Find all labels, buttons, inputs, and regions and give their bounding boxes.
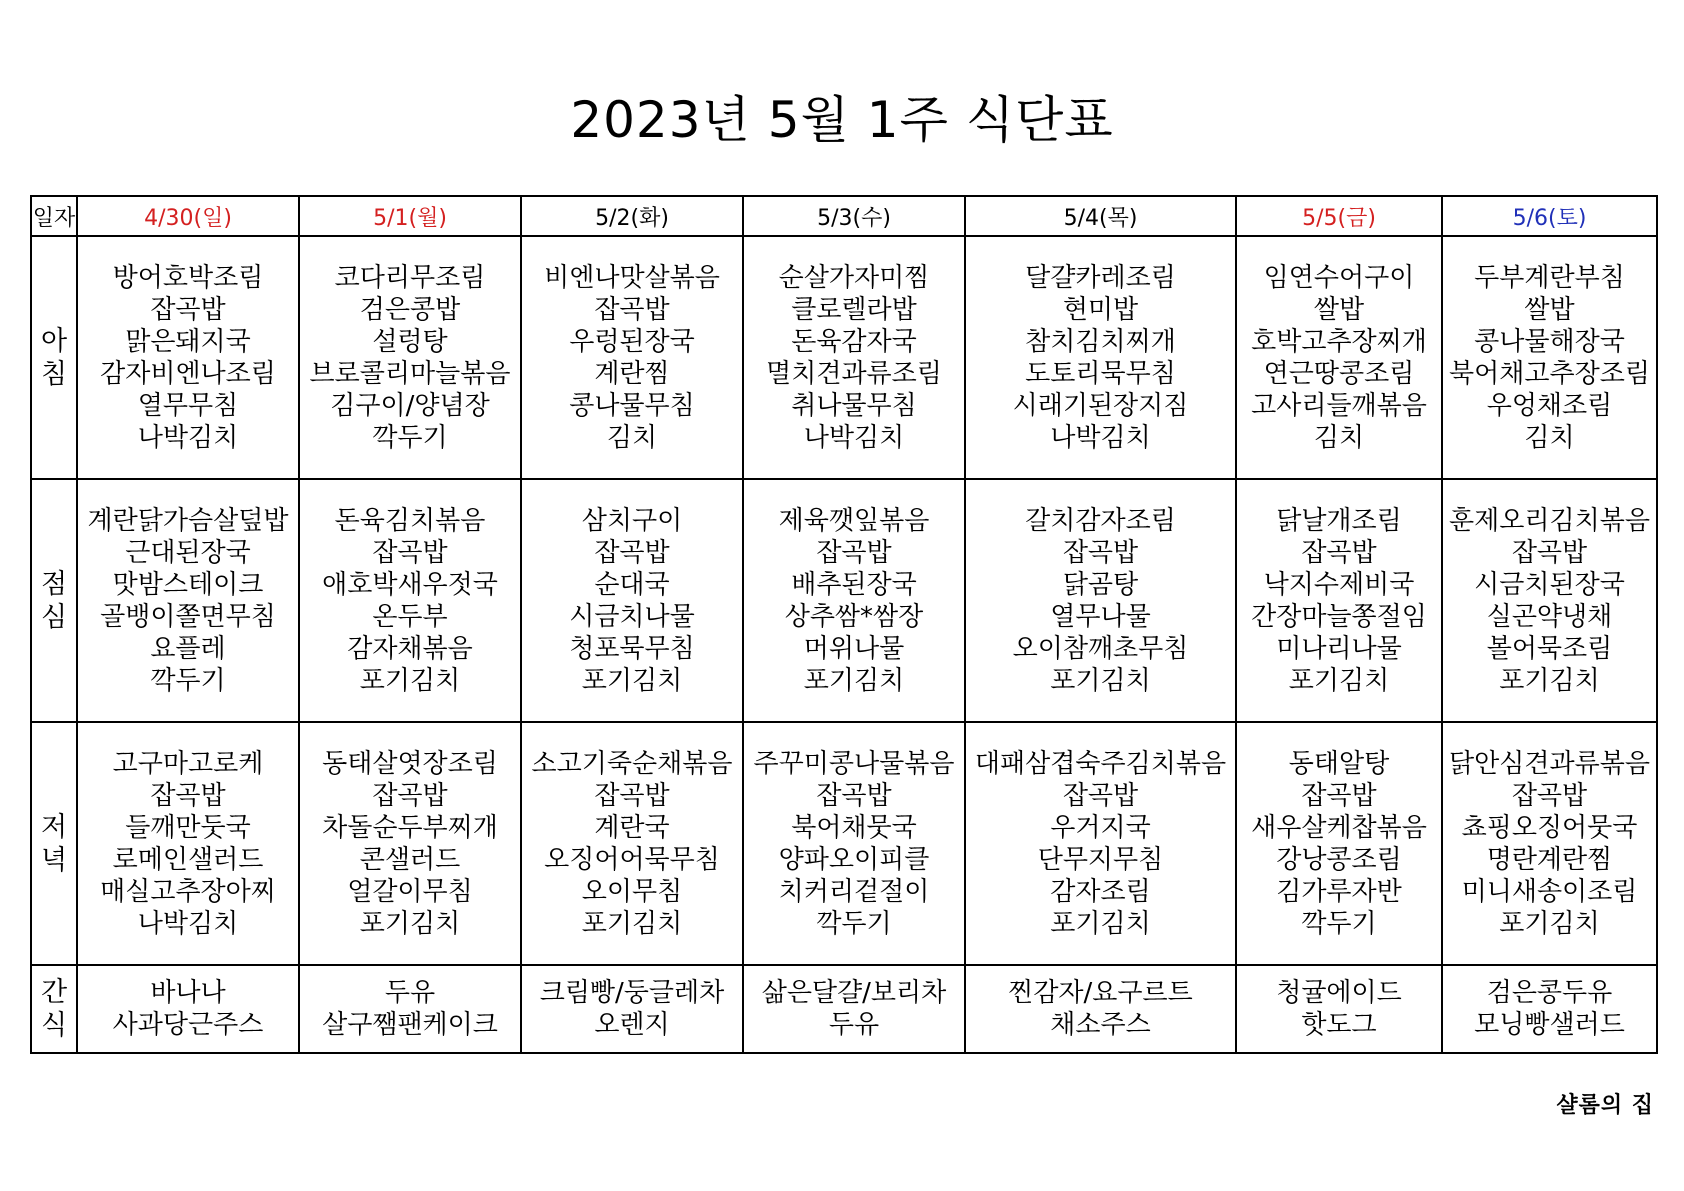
menu-item: 청귤에이드 [1276, 978, 1402, 1008]
menu-item: 북어채뭇국 [791, 812, 917, 843]
menu-item: 쵸핑오징어뭇국 [1461, 812, 1638, 843]
meal-label [31, 479, 77, 722]
menu-item: 달걀카레조림 [1025, 262, 1176, 293]
meal-label [31, 722, 77, 965]
menu-item: 시금치된장국 [1474, 569, 1625, 600]
menu-item: 차돌순두부찌개 [322, 812, 498, 843]
menu-item: 오징어어묵무침 [544, 844, 720, 875]
menu-item: 잡곡밥 [372, 780, 448, 811]
menu-item: 깍두기 [1301, 908, 1377, 939]
menu-item: 사과당근주스 [112, 1010, 264, 1040]
menu-item: 시래기된장지짐 [1012, 390, 1189, 421]
menu-item: 바나나 [150, 978, 226, 1008]
menu-item: 온두부 [372, 601, 448, 632]
menu-cell [965, 965, 1236, 1053]
menu-item: 포기김치 [581, 665, 683, 696]
meal-label-char: 간 [40, 977, 68, 1008]
menu-item: 감자채볶음 [347, 633, 473, 664]
lunch-row [31, 479, 1657, 722]
menu-item: 취나물무침 [791, 390, 917, 421]
menu-cell [743, 236, 965, 479]
menu-item: 비엔나맛살볶음 [544, 262, 720, 293]
menu-item: 제육깻잎볶음 [778, 505, 930, 536]
menu-item: 잡곡밥 [816, 537, 892, 568]
menu-item: 잡곡밥 [816, 780, 892, 811]
menu-item: 김치 [606, 422, 658, 453]
menu-cell [521, 965, 743, 1053]
menu-item: 방어호박조림 [112, 262, 264, 293]
menu-item: 깍두기 [150, 665, 226, 696]
menu-item: 순살가자미찜 [778, 262, 930, 293]
day-header: 5/3(수) [743, 196, 965, 236]
menu-cell [743, 479, 965, 722]
menu-item: 잡곡밥 [150, 294, 226, 325]
menu-cell [965, 479, 1236, 722]
menu-item: 모닝빵샐러드 [1474, 1010, 1625, 1040]
menu-item: 나박김치 [803, 422, 905, 453]
menu-item: 간장마늘쫑절임 [1251, 601, 1427, 632]
meal-label-char: 식 [40, 1010, 68, 1041]
page-title: 2023년 5월 1주 식단표 [570, 91, 1114, 149]
dinner-row [31, 722, 1657, 965]
menu-item: 포기김치 [1499, 665, 1600, 696]
snack-row [31, 965, 1657, 1053]
menu-cell [965, 236, 1236, 479]
meal-label-char: 침 [40, 358, 68, 390]
menu-item: 포기김치 [1050, 908, 1151, 939]
date-header-row [31, 196, 1657, 236]
menu-item: 북어채고추장조림 [1449, 358, 1650, 389]
day-header: 4/30(일) [77, 196, 299, 236]
menu-item: 포기김치 [359, 665, 461, 696]
menu-item: 돈육김치볶음 [334, 505, 486, 536]
menu-item: 쌀밥 [1313, 294, 1365, 325]
date-corner-label: 일자 [31, 196, 77, 236]
menu-item: 삶은달걀/보리차 [761, 978, 947, 1008]
menu-item: 맛밤스테이크 [112, 569, 264, 600]
menu-item: 포기김치 [581, 908, 683, 939]
menu-item: 두유 [384, 978, 436, 1008]
meal-label-char: 심 [40, 601, 68, 633]
menu-item: 잡곡밥 [1301, 780, 1377, 811]
menu-cell [299, 965, 521, 1053]
menu-cell [521, 236, 743, 479]
menu-item: 코다리무조림 [334, 262, 486, 293]
menu-item: 연근땅콩조림 [1263, 358, 1415, 389]
menu-cell [1236, 722, 1442, 965]
menu-item: 나박김치 [137, 422, 239, 453]
menu-item: 단무지무침 [1037, 844, 1164, 875]
menu-cell [1442, 722, 1657, 965]
menu-item: 김치 [1313, 422, 1365, 453]
menu-item: 실곤약냉채 [1486, 601, 1613, 632]
menu-cell [299, 722, 521, 965]
menu-item: 포기김치 [1288, 665, 1390, 696]
menu-item: 로메인샐러드 [112, 844, 264, 875]
menu-item: 깍두기 [816, 908, 892, 939]
menu-item: 주꾸미콩나물볶음 [753, 748, 955, 779]
menu-item: 새우살케찹볶음 [1251, 812, 1427, 843]
menu-item: 닭날개조림 [1276, 505, 1402, 536]
menu-item: 들깨만둣국 [125, 812, 251, 843]
menu-cell [1236, 479, 1442, 722]
menu-item: 삼치구이 [581, 505, 683, 536]
menu-item: 닭안심견과류볶음 [1449, 748, 1650, 779]
menu-item: 배추된장국 [791, 569, 917, 600]
menu-cell [77, 722, 299, 965]
menu-item: 훈제오리김치볶음 [1449, 505, 1650, 536]
menu-item: 맑은돼지국 [125, 326, 251, 357]
menu-item: 고사리들깨볶음 [1251, 390, 1427, 421]
menu-item: 두유 [828, 1010, 880, 1040]
menu-item: 호박고추장찌개 [1251, 326, 1427, 357]
menu-item: 잡곡밥 [1062, 537, 1139, 568]
menu-item: 찐감자/요구르트 [1008, 978, 1193, 1008]
menu-item: 낙지수제비국 [1263, 569, 1415, 600]
menu-item: 치커리겉절이 [778, 876, 930, 907]
menu-item: 크림빵/둥글레차 [539, 978, 725, 1008]
menu-item: 핫도그 [1301, 1010, 1377, 1040]
menu-item: 감자비엔나조림 [100, 358, 276, 389]
menu-item: 콘샐러드 [359, 844, 461, 875]
menu-item: 미나리나물 [1276, 633, 1402, 664]
menu-item: 잡곡밥 [1511, 537, 1588, 568]
menu-item: 콩나물무침 [569, 390, 695, 421]
menu-item: 오렌지 [594, 1010, 670, 1040]
menu-cell [1236, 965, 1442, 1053]
day-header: 5/1(월) [299, 196, 521, 236]
breakfast-row [31, 236, 1657, 479]
menu-item: 포기김치 [1050, 665, 1151, 696]
menu-item: 잡곡밥 [150, 780, 226, 811]
menu-item: 닭곰탕 [1062, 569, 1139, 600]
menu-item: 강낭콩조림 [1276, 844, 1402, 875]
menu-cell [965, 722, 1236, 965]
menu-cell [1442, 479, 1657, 722]
menu-cell [743, 965, 965, 1053]
menu-cell [521, 479, 743, 722]
menu-item: 대패삼겹숙주김치볶음 [974, 748, 1227, 779]
meal-label-char: 저 [40, 811, 68, 843]
menu-item: 잡곡밥 [1062, 780, 1139, 811]
menu-cell [1442, 236, 1657, 479]
menu-item: 열무나물 [1050, 601, 1151, 632]
menu-item: 잡곡밥 [594, 294, 670, 325]
organization-name: 샬롬의 집 [1556, 1093, 1654, 1118]
menu-item: 참치김치찌개 [1025, 326, 1176, 357]
menu-item: 애호박새우젓국 [322, 569, 498, 600]
menu-item: 클로렐라밥 [791, 294, 917, 325]
meal-label [31, 236, 77, 479]
menu-item: 검은콩두유 [1486, 978, 1613, 1008]
menu-item: 김구이/양념장 [330, 390, 490, 421]
menu-item: 소고기죽순채볶음 [531, 748, 733, 779]
menu-item: 미니새송이조림 [1461, 876, 1638, 907]
menu-item: 김가루자반 [1276, 876, 1402, 907]
menu-cell [1236, 236, 1442, 479]
menu-item: 포기김치 [803, 665, 905, 696]
menu-item: 나박김치 [1050, 422, 1151, 453]
menu-item: 오이참깨초무침 [1012, 633, 1189, 664]
menu-item: 잡곡밥 [594, 780, 670, 811]
day-header: 5/4(목) [965, 196, 1236, 236]
menu-item: 얼갈이무침 [347, 876, 473, 907]
menu-table [30, 195, 1658, 1054]
menu-item: 상추쌈*쌈장 [784, 601, 924, 632]
menu-item: 시금치나물 [569, 601, 695, 632]
menu-item: 잡곡밥 [372, 537, 448, 568]
menu-item: 현미밥 [1062, 294, 1139, 325]
menu-item: 포기김치 [1499, 908, 1600, 939]
menu-item: 포기김치 [359, 908, 461, 939]
menu-item: 계란국 [594, 812, 670, 843]
menu-item: 나박김치 [137, 908, 239, 939]
menu-item: 매실고추장아찌 [100, 876, 276, 907]
day-header: 5/6(토) [1442, 196, 1657, 236]
menu-item: 잡곡밥 [1301, 537, 1377, 568]
menu-item: 쌀밥 [1524, 294, 1575, 325]
menu-cell [77, 236, 299, 479]
menu-item: 돈육감자국 [791, 326, 917, 357]
meal-label [31, 965, 77, 1053]
menu-item: 명란계란찜 [1486, 844, 1613, 875]
menu-cell [299, 236, 521, 479]
menu-item: 채소주스 [1050, 1010, 1151, 1040]
menu-item: 우엉채조림 [1486, 390, 1613, 421]
meal-label-char: 점 [40, 568, 68, 600]
menu-item: 김치 [1524, 422, 1575, 453]
meal-label-char: 녁 [40, 844, 68, 876]
menu-item: 오이무침 [581, 876, 683, 907]
menu-item: 임연수어구이 [1263, 262, 1415, 293]
menu-item: 동태살엿장조림 [322, 748, 498, 779]
menu-item: 멸치견과류조림 [766, 358, 942, 389]
menu-item: 볼어묵조림 [1486, 633, 1613, 664]
menu-item: 계란닭가슴살덮밥 [87, 505, 289, 536]
menu-cell [77, 479, 299, 722]
menu-item: 두부계란부침 [1474, 262, 1625, 293]
meal-label-char: 아 [40, 325, 68, 357]
menu-cell [77, 965, 299, 1053]
day-header: 5/2(화) [521, 196, 743, 236]
menu-item: 갈치감자조림 [1025, 505, 1176, 536]
menu-item: 살구쨈팬케이크 [322, 1010, 498, 1040]
menu-item: 양파오이피클 [778, 844, 930, 875]
menu-item: 콩나물해장국 [1474, 326, 1625, 357]
menu-item: 고구마고로케 [112, 748, 264, 779]
menu-item: 근대된장국 [125, 537, 251, 568]
menu-item: 머위나물 [803, 633, 905, 664]
menu-item: 잡곡밥 [1511, 780, 1588, 811]
menu-item: 청포묵무침 [569, 633, 695, 664]
menu-item: 검은콩밥 [359, 294, 461, 325]
menu-item: 계란찜 [594, 358, 670, 389]
menu-item: 열무무침 [137, 390, 239, 421]
menu-item: 골뱅이쫄면무침 [100, 601, 276, 632]
menu-item: 브로콜리마늘볶음 [309, 358, 511, 389]
menu-item: 순대국 [594, 569, 670, 600]
menu-item: 우거지국 [1050, 812, 1151, 843]
menu-item: 동태알탕 [1288, 748, 1390, 779]
menu-item: 도토리묵무침 [1025, 358, 1176, 389]
menu-item: 감자조림 [1050, 876, 1151, 907]
menu-cell [521, 722, 743, 965]
menu-item: 설렁탕 [372, 326, 448, 357]
menu-cell [299, 479, 521, 722]
menu-item: 깍두기 [372, 422, 448, 453]
menu-cell [1442, 965, 1657, 1053]
menu-item: 잡곡밥 [594, 537, 670, 568]
day-header: 5/5(금) [1236, 196, 1442, 236]
menu-item: 요플레 [150, 633, 226, 664]
menu-cell [743, 722, 965, 965]
menu-item: 우렁된장국 [569, 326, 695, 357]
